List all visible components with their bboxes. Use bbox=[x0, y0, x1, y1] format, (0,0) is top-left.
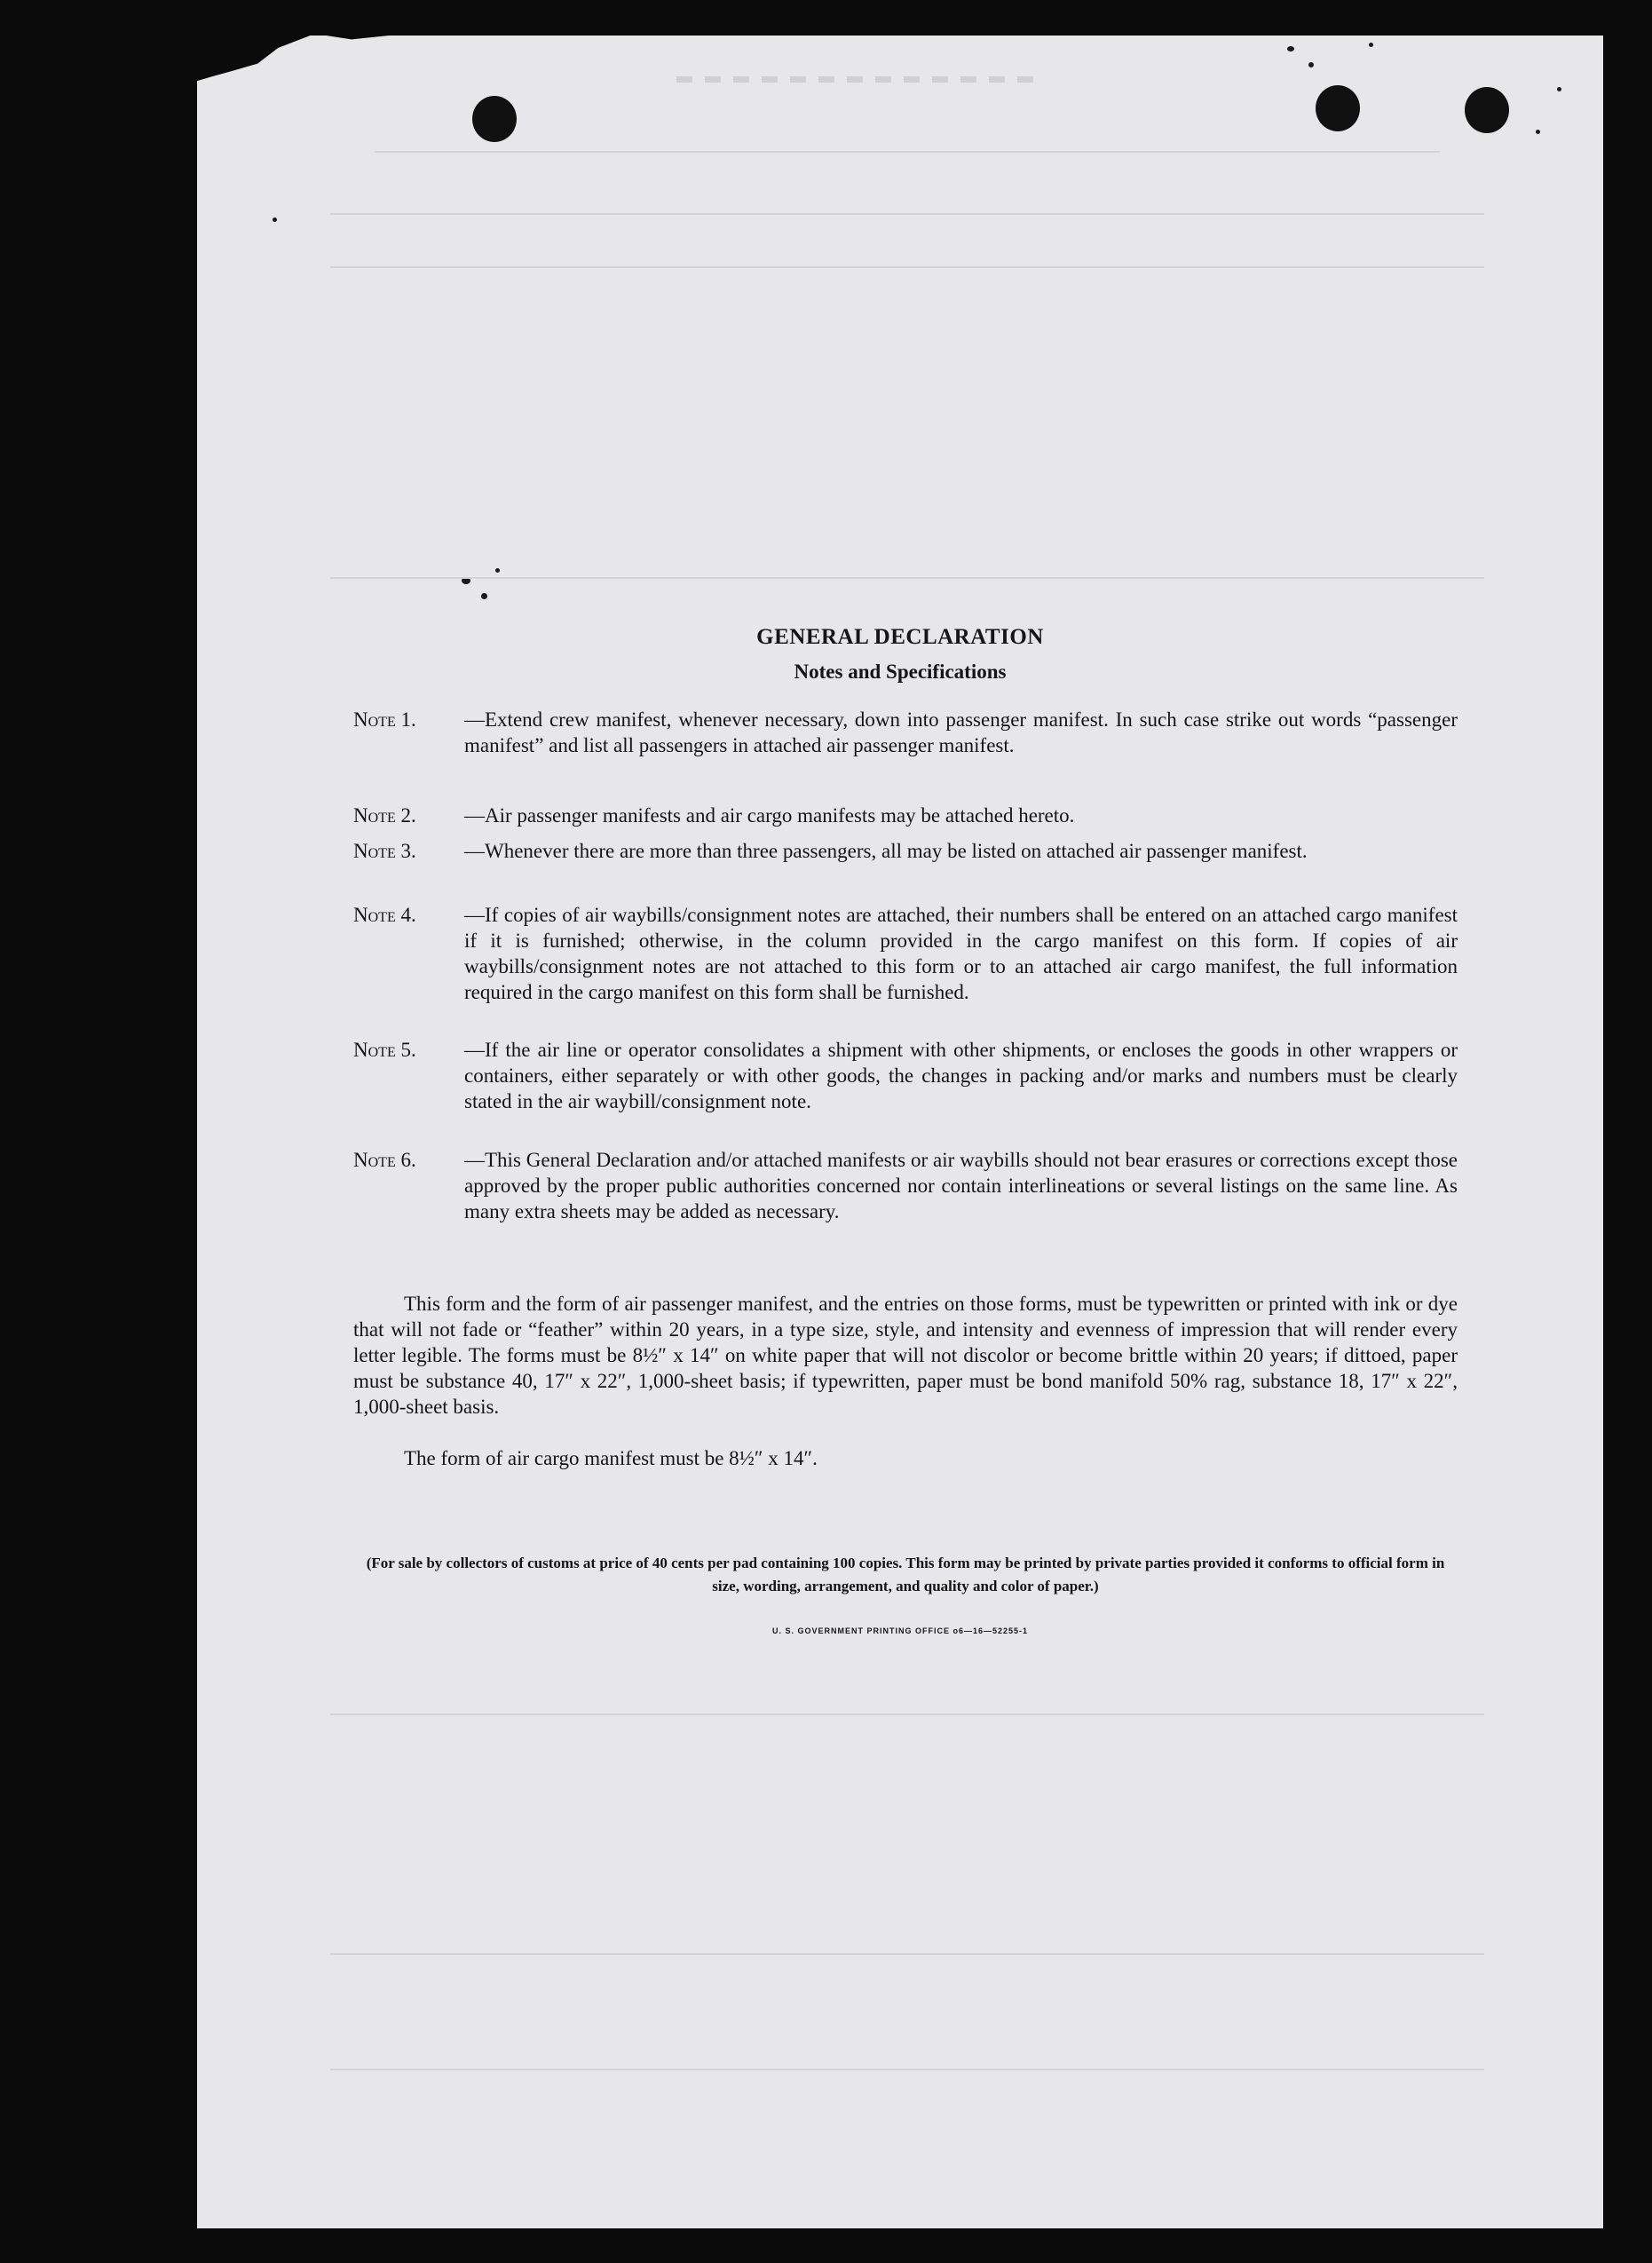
sale-notice: (For sale by collectors of customs at price of 40 cents per pad containing 100 copies. This form may be printed by private parties provided it conforms to official form in size, wording, arrangement, and quality and color of paper.) bbox=[366, 1555, 1445, 1594]
note-6 bbox=[353, 1147, 1458, 1224]
ink-speck bbox=[481, 593, 487, 599]
bleed-through-line bbox=[375, 151, 1440, 153]
note-label: Note 1. bbox=[353, 708, 416, 731]
note-label: Note 4. bbox=[353, 904, 416, 926]
bleed-through-header: ▬▬▬▬▬▬▬▬▬▬▬▬▬ bbox=[676, 62, 1047, 92]
punch-hole-left bbox=[472, 96, 517, 142]
bleed-through-line bbox=[330, 2069, 1484, 2070]
punch-hole-right bbox=[1316, 85, 1360, 131]
bleed-through-line bbox=[330, 1713, 1484, 1715]
paper-specification-paragraph: This form and the form of air passenger manifest, and the entries on those forms, must be typewritten or printed with ink or dye that will not fade or “feather” within 20 years, in a type size, style, and intensity and evenness of impression that will render every letter legible. The forms must be 8½″ x 14″ on white paper that will not discolor or become brittle within 20 years; if dittoed, paper must be substance 40, 17″ x 22″, 1,000-sheet basis; if typewritten, paper must be bond manifold 50% rag, substance 18, 17″ x 22″, 1,000-sheet basis. bbox=[353, 1293, 1458, 1418]
note-5 bbox=[353, 1037, 1458, 1114]
document-title: GENERAL DECLARATION bbox=[756, 625, 1044, 649]
document-subtitle: Notes and Specifications bbox=[794, 661, 1007, 683]
bleed-through-line bbox=[330, 213, 1484, 215]
cargo-manifest-size-note: The form of air cargo manifest must be 8½″ x 14″. bbox=[404, 1447, 818, 1469]
note-label: Note 6. bbox=[353, 1149, 416, 1171]
document-page bbox=[197, 36, 1603, 2228]
note-text: —This General Declaration and/or attached manifests or air waybills should not bear erasures or corrections except those approved by the proper public authorities concerned nor contain interlineations or several listings on the same line. As many extra sheets may be added as necessary. bbox=[464, 1149, 1458, 1222]
note-label: Note 3. bbox=[353, 840, 416, 862]
ink-speck bbox=[1557, 87, 1561, 91]
note-2 bbox=[353, 803, 1458, 828]
note-text: —If the air line or operator consolidates a shipment with other shipments, or encloses the goods in other wrappers or containers, either separately or with other goods, the changes in packing and/or marks and numbers must be clearly stated in the air waybill/consignment note. bbox=[464, 1039, 1458, 1112]
note-text: —Air passenger manifests and air cargo manifests may be attached hereto. bbox=[464, 804, 1075, 827]
note-text: —Whenever there are more than three passengers, all may be listed on attached air passenger manifest. bbox=[464, 840, 1308, 862]
torn-corner bbox=[197, 36, 392, 98]
bleed-through-line bbox=[330, 266, 1484, 268]
note-1 bbox=[353, 707, 1458, 758]
ink-speck bbox=[495, 568, 500, 573]
note-text: —Extend crew manifest, whenever necessary, down into passenger manifest. In such case strike out words “passenger manifest” and list all passengers in attached air passenger manifest. bbox=[464, 708, 1458, 756]
note-label: Note 2. bbox=[353, 804, 416, 827]
ink-speck bbox=[1369, 43, 1373, 47]
note-4 bbox=[353, 902, 1458, 1005]
ink-speck bbox=[273, 218, 277, 222]
note-text: —If copies of air waybills/consignment notes are attached, their numbers shall be entered on an attached cargo manifest if it is furnished; otherwise, in the column provided in the cargo manifest on this form. If copies of air waybills/consignment notes are not attached to this form or to an attached air cargo manifest, the full information required in the cargo manifest on this form shall be furnished. bbox=[464, 904, 1458, 1003]
note-3 bbox=[353, 838, 1458, 864]
ink-speck bbox=[1287, 46, 1294, 51]
ink-speck bbox=[1536, 130, 1540, 134]
punch-hole-far-right bbox=[1465, 87, 1509, 133]
bleed-through-line bbox=[330, 577, 1484, 579]
note-label: Note 5. bbox=[353, 1039, 416, 1061]
printer-imprint: U. S. GOVERNMENT PRINTING OFFICE o6—16—52255-1 bbox=[771, 1626, 1029, 1635]
ink-speck bbox=[1308, 62, 1314, 67]
bleed-through-line bbox=[330, 1953, 1484, 1955]
